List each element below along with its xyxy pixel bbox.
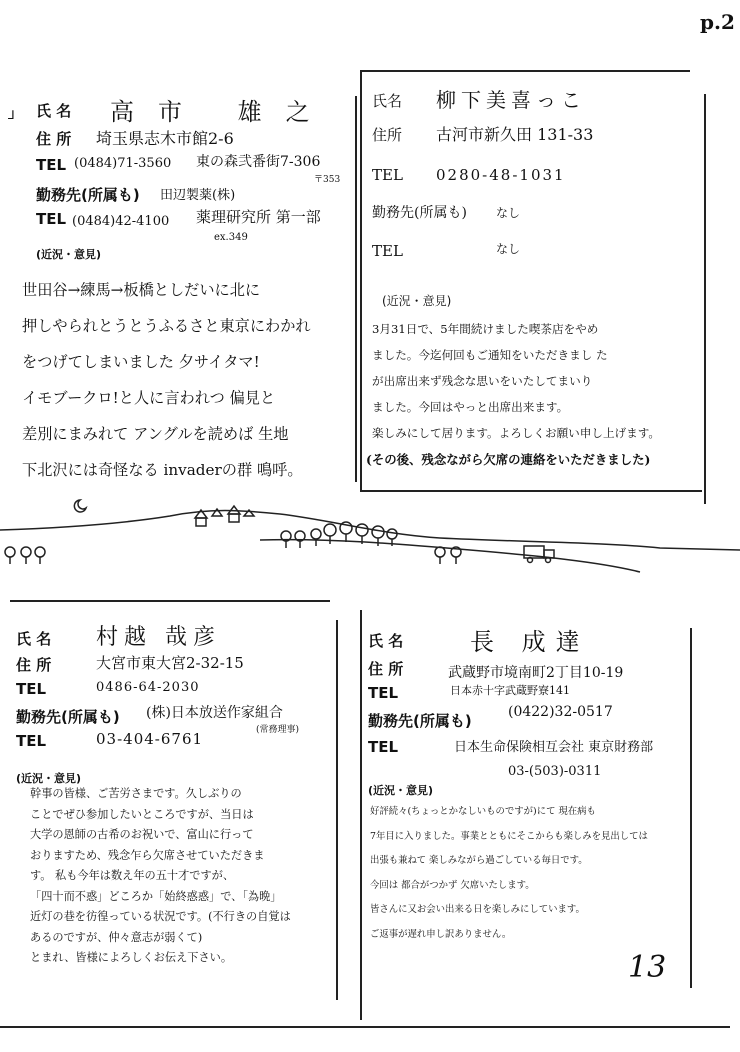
work-value: 日本生命保険相互会社 東京財務部 — [454, 740, 654, 755]
tel2-label: TEL — [16, 732, 47, 750]
tel-label: TEL — [16, 680, 47, 698]
work-value: 田辺製薬(株) — [160, 188, 236, 203]
work-label: 勤務先(所属も) — [16, 708, 120, 726]
address-label: 住 所 — [368, 660, 404, 678]
card-border-top — [360, 70, 690, 72]
name-label: 氏 名 — [16, 630, 52, 648]
postal-value: 〒353 — [314, 175, 341, 185]
news-body: 3月31日で、5年間続けました喫茶店をやめ ました。今迄何回もご通知をいただきまし た が出席出来ず残念な思いをいたしてまいり ました。今回はやっと出席出来ます。 楽しみにして居ります。よろしくお願い申し上げます。 — [372, 322, 660, 440]
address2-value: 東の森弐番街7-306 — [196, 154, 321, 170]
news-body: 幹事の皆様、ご苦労さまです。久しぶりの ことでぜひ参加したいところですが、当日は 大学の恩師の古希のお祝いで、富山に行って おりますため、残念乍ら欠席させていただきま す。 私も今年は数え年の五十才ですが、 「四十而不惑」どころか「始終惑惑」で、「為晩」 近灯の巷を彷徨っている状況です。(不行きの自覚は あるのですが、仲々意志が弱くて) とまれ、皆様によろしくお伝え下さい。 — [30, 787, 291, 964]
tel-value: (0484)71-3560 — [74, 156, 172, 171]
tel2-label: TEL — [368, 738, 399, 756]
news-body: 好評続々(ちょっとかなしいものですが)にて 現在病も 7年目に入りました。事業とともにそこからも楽しみを見出しては 出張も兼ねて 楽しみながら過ごしている毎日です。 今回は 都合がつかず 欠席いたします。 皆さんに又お会い出来る日を楽しみにしています。 ご返事が遅れ申し訳ありません。 — [370, 806, 648, 940]
work-role-value: (常務理事) — [256, 725, 300, 735]
name-value: 高市 雄之 — [110, 98, 334, 126]
card-border-left — [360, 610, 362, 1020]
address-value: 武蔵野市境南町2丁目10-19 — [448, 665, 624, 681]
tel2-value: なし — [496, 242, 521, 256]
card-border-left — [360, 72, 362, 492]
address-label: 住 所 — [36, 130, 72, 148]
name-value: 村越 哉彦 — [96, 625, 221, 650]
address2-value: 日本赤十字武蔵野寮141 — [450, 684, 570, 697]
work-label: 勤務先(所属も) — [36, 186, 140, 204]
tel-label: TEL — [36, 156, 67, 174]
news-body: 世田谷→練馬→板橋としだいに北に 押しやられとうとうふるさと東京にわかれ をつげてしまいました 夕サイタマ! イモブークロ!と人に言われつ 偏見と 差別にまみれて アングルを読めば 生地 下北沢には奇怪なる invaderの群 鳴呼。 — [22, 281, 311, 479]
name-label: 氏名 — [372, 92, 403, 110]
card-border-right — [355, 96, 357, 482]
tel-value: 0280-48-1031 — [436, 166, 566, 184]
card-border-right — [336, 620, 338, 1000]
work2-value: 薬理研究所 第一部 — [196, 208, 321, 226]
address-value: 大宮市東大宮2-32-15 — [96, 654, 244, 672]
work-value: (株)日本放送作家組合 — [146, 705, 283, 721]
page-marker: p.2 — [700, 10, 735, 34]
work-label: 勤務先(所属も) — [372, 205, 467, 221]
tel-label: TEL — [372, 166, 403, 184]
card-border-right — [704, 94, 706, 504]
address-label: 住所 — [372, 126, 403, 144]
card-border-top — [10, 600, 330, 602]
tel-value: (0422)32-0517 — [508, 704, 613, 720]
tel-label: TEL — [368, 684, 399, 702]
work-value: なし — [496, 206, 521, 220]
name-value: 長 成達 — [470, 628, 590, 656]
page-number: 13 — [628, 950, 667, 985]
address-value: 埼玉県志木市館2-6 — [96, 129, 234, 148]
name-label: 氏 名 — [36, 102, 72, 120]
ext-value: ex.349 — [214, 232, 248, 243]
landscape-illustration — [0, 490, 740, 600]
work-label: 勤務先(所属も) — [368, 712, 472, 730]
tel2-label: TEL — [372, 242, 403, 260]
tel-value: 0486-64-2030 — [96, 680, 200, 695]
news-label: (近況・意見) — [368, 784, 434, 797]
corner-mark: ⅃ — [8, 108, 15, 122]
footnote: (その後、残念ながら欠席の連絡をいただきました) — [366, 452, 651, 467]
news-label: (近況・意見) — [382, 294, 452, 308]
address-label: 住 所 — [16, 656, 52, 674]
news-label: (近況・意見) — [16, 772, 82, 785]
tel2-label: TEL — [36, 210, 67, 228]
bottom-rule — [0, 1026, 730, 1028]
tel2-value: (0484)42-4100 — [72, 214, 170, 229]
address-value: 古河市新久田 131-33 — [436, 125, 594, 144]
card-border-right — [690, 628, 692, 988]
tel2-value: 03-(503)-0311 — [508, 764, 602, 779]
name-label: 氏 名 — [368, 632, 404, 650]
tel2-value: 03-404-6761 — [96, 730, 204, 748]
name-value: 柳下美喜っこ — [436, 88, 586, 112]
news-label: (近況・意見) — [36, 248, 102, 261]
